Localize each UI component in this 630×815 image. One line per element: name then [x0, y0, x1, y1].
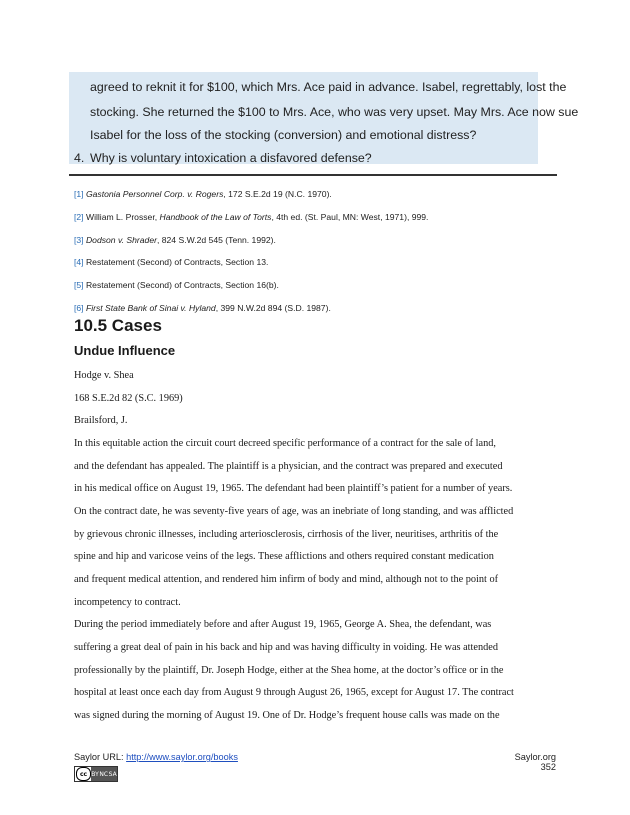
body-line-6: spine and hip and varicose veins of the legs. These afflictions and others required constant medication: [74, 551, 494, 562]
body-line-12: hospital at least once each day from August 9 through August 26, 1965, except for August 17. The contract: [74, 687, 514, 698]
cc-sa-icon: SA: [108, 770, 117, 778]
footnote-4-link[interactable]: [4]: [74, 257, 84, 267]
question-4-number: 4.: [74, 151, 85, 165]
footnote-5: [5] Restatement (Second) of Contracts, Section 16(b).: [74, 280, 279, 290]
question-line-3: Isabel for the loss of the stocking (conversion) and emotional distress?: [90, 128, 477, 142]
body-line-4: On the contract date, he was seventy-five years of age, was an inebriate of long standing, and was afflicted: [74, 506, 514, 517]
case-name: Hodge v. Shea: [74, 370, 134, 381]
case-judge: Brailsford, J.: [74, 415, 128, 426]
body-line-1: In this equitable action the circuit court decreed specific performance of a contract for the sale of land,: [74, 438, 496, 449]
cc-nc-icon: NC: [99, 770, 109, 778]
cc-logo-icon: cc: [76, 767, 91, 781]
body-line-7: and frequent medical attention, and rendered him infirm of body and mind, although not to the point of: [74, 574, 499, 585]
footnote-3: [3] Dodson v. Shrader, 824 S.W.2d 545 (Tenn. 1992).: [74, 235, 276, 245]
body-line-11: professionally by the plaintiff, Dr. Joseph Hodge, either at the Shea home, at the doctor’s office or in the: [74, 665, 504, 676]
body-line-10: suffering a great deal of pain in his back and hip and was having difficulty in voiding. He was attended: [74, 642, 498, 653]
question-4-text: Why is voluntary intoxication a disfavored defense?: [90, 151, 372, 165]
footnote-6-link[interactable]: [6]: [74, 303, 84, 313]
question-line-2: stocking. She returned the $100 to Mrs. Ace, who was very upset. May Mrs. Ace now sue: [90, 105, 579, 119]
body-line-3: in his medical office on August 19, 1965. The defendant had been plaintiff’s patient for a number of years.: [74, 483, 513, 494]
body-line-5: by grievous chronic illnesses, including arteriosclerosis, cirrhosis of the liver, neuritises, arthritis of the: [74, 529, 499, 540]
case-citation: 168 S.E.2d 82 (S.C. 1969): [74, 393, 183, 404]
saylor-books-link[interactable]: http://www.saylor.org/books: [126, 752, 238, 762]
footnote-1: [1] Gastonia Personnel Corp. v. Rogers, 172 S.E.2d 19 (N.C. 1970).: [74, 189, 332, 199]
footnote-4: [4] Restatement (Second) of Contracts, Section 13.: [74, 257, 269, 267]
footnote-2-link[interactable]: [2]: [74, 212, 84, 222]
footer-site: Saylor.org: [514, 752, 556, 762]
body-line-9: During the period immediately before and after August 19, 1965, George A. Shea, the defendant, was: [74, 619, 492, 630]
body-line-8: incompetency to contract.: [74, 597, 181, 608]
footnote-2: [2] William L. Prosser, Handbook of the Law of Torts, 4th ed. (St. Paul, MN: West, 1971), 999.: [74, 212, 429, 222]
divider-rule: [69, 174, 557, 176]
footnote-6: [6] First State Bank of Sinai v. Hyland, 399 N.W.2d 894 (S.D. 1987).: [74, 303, 331, 313]
footnote-3-link[interactable]: [3]: [74, 235, 84, 245]
cc-license-icon: [74, 766, 118, 782]
body-line-2: and the defendant has appealed. The plaintiff is a physician, and the contract was prepared and executed: [74, 461, 503, 472]
body-line-13: was signed during the morning of August 19. One of Dr. Hodge’s frequent house calls was made on the: [74, 710, 500, 721]
footer-url-line: Saylor URL: http://www.saylor.org/books: [74, 752, 238, 762]
cc-by-icon: BY: [91, 770, 99, 778]
question-line-1: agreed to reknit it for $100, which Mrs. Ace paid in advance. Isabel, regrettably, lost the: [90, 80, 567, 94]
footnote-5-link[interactable]: [5]: [74, 280, 84, 290]
footer-right: [515, 752, 556, 772]
footnote-1-link[interactable]: [1]: [74, 189, 84, 199]
section-title: 10.5 Cases: [74, 316, 162, 335]
page-number: 352: [540, 762, 556, 772]
subsection-title: Undue Influence: [74, 343, 176, 358]
